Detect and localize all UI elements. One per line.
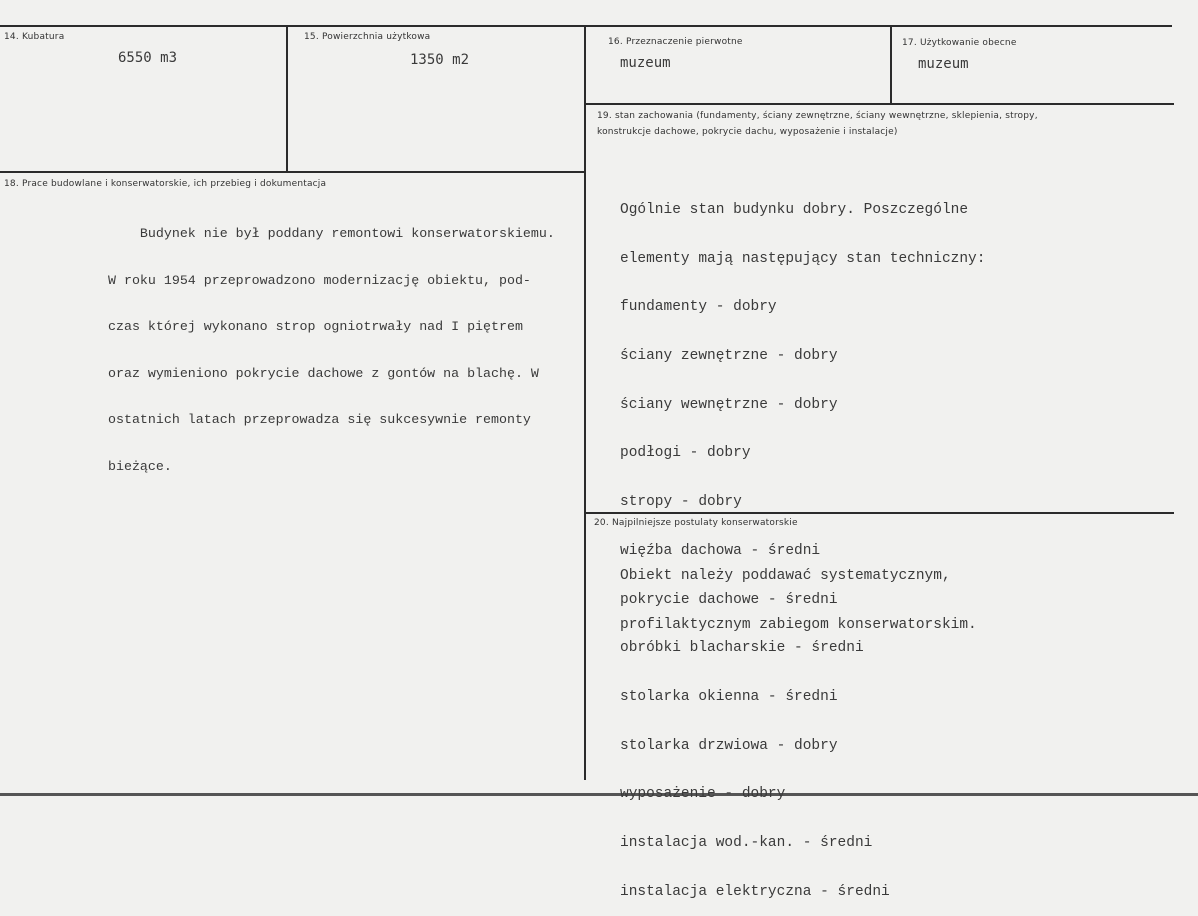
text-line: Ogólnie stan budynku dobry. Poszczególne bbox=[620, 202, 969, 218]
text-line: stolarka okienna - średni bbox=[620, 688, 838, 705]
text-line: ściany zewnętrzne - dobry bbox=[620, 348, 838, 365]
bottom-border bbox=[0, 793, 1198, 796]
text-line: W roku 1954 przeprowadzono modernizację obiektu, pod- bbox=[108, 272, 531, 288]
field-20-label: 20. Najpilniejsze postulaty konserwatorskie bbox=[594, 518, 798, 528]
divider-14-15 bbox=[286, 25, 288, 172]
text-line: stropy - dobry bbox=[620, 494, 742, 511]
field-15-value: 1350 m2 bbox=[410, 52, 470, 68]
text-line: Budynek nie był poddany remontowi konserwatorskiemu. bbox=[108, 226, 555, 241]
field-16-label: 16. Przeznaczenie pierwotne bbox=[608, 37, 743, 47]
divider-main bbox=[584, 25, 586, 780]
field-18-label: 18. Prace budowlane i konserwatorskie, ich przebieg i dokumentacja bbox=[4, 179, 327, 189]
text-line: Obiekt należy poddawać systematycznym, bbox=[620, 568, 951, 584]
text-line: wyposażenie - dobry bbox=[620, 786, 786, 803]
text-line: pokrycie dachowe - średni bbox=[620, 591, 838, 608]
field-19-label-cont: konstrukcje dachowe, pokrycie dachu, wyposażenie i instalacje) bbox=[597, 127, 898, 137]
field-14-label: 14. Kubatura bbox=[4, 32, 65, 42]
text-line: elementy mają następujący stan techniczny: bbox=[620, 250, 986, 267]
field-17-value: muzeum bbox=[918, 56, 969, 72]
text-line: więźba dachowa - średni bbox=[620, 542, 821, 559]
text-line: obróbki blacharskie - średni bbox=[620, 640, 864, 657]
text-line: ostatnich latach przeprowadza się sukcesywnie remonty bbox=[108, 412, 531, 428]
top-border bbox=[0, 25, 1172, 27]
field-15-label: 15. Powierzchnia użytkowa bbox=[304, 32, 431, 42]
field-14-value: 6550 m3 bbox=[118, 50, 178, 66]
text-line: fundamenty - dobry bbox=[620, 299, 777, 316]
field-20-text bbox=[620, 536, 977, 650]
divider-16-17 bbox=[890, 27, 892, 103]
divider-row-19 bbox=[586, 103, 1174, 105]
text-line: instalacja wod.-kan. - średni bbox=[620, 834, 873, 851]
text-line: podłogi - dobry bbox=[620, 445, 751, 462]
field-18-text bbox=[108, 196, 555, 491]
divider-row-18 bbox=[0, 171, 586, 173]
text-line: bieżące. bbox=[108, 458, 172, 474]
text-line: stolarka drzwiowa - dobry bbox=[620, 737, 838, 754]
text-line: instalacja elektryczna - średni bbox=[620, 883, 890, 900]
field-16-value: muzeum bbox=[620, 55, 671, 71]
text-line: profilaktycznym zabiegom konserwatorskim. bbox=[620, 617, 977, 633]
text-line: czas której wykonano strop ogniotrwały nad I piętrem bbox=[108, 319, 523, 335]
text-line: oraz wymieniono pokrycie dachowe z gontów na blachę. W bbox=[108, 365, 539, 381]
text-line: ściany wewnętrzne - dobry bbox=[620, 396, 838, 413]
field-17-label: 17. Użytkowanie obecne bbox=[902, 38, 1017, 48]
field-19-label: 19. stan zachowania (fundamenty, ściany zewnętrzne, ściany wewnętrzne, sklepienia, stropy, bbox=[597, 111, 1038, 121]
